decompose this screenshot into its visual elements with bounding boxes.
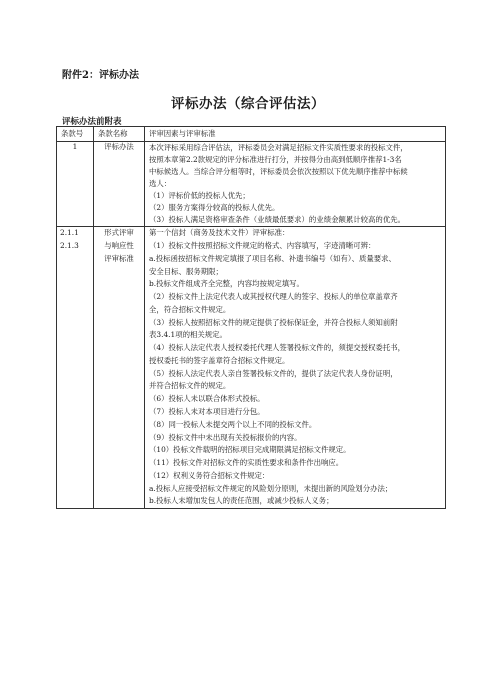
header-clause-no: 条款号 — [57, 127, 94, 142]
criteria-line: b.投标人未增加发包人的责任范围，或减少投标人义务； — [149, 496, 334, 506]
criteria-line: a.投标函按招标文件规定填报了项目名称、补遗书编号（如有）、质量要求、 — [149, 253, 396, 263]
row1-items — [149, 190, 441, 226]
criteria-line: 表3.4.1项的相关规定。 — [149, 330, 227, 340]
clause-name-line: 形式评审 — [104, 228, 134, 238]
table-row — [57, 226, 446, 508]
table-row — [57, 142, 446, 227]
criteria-line: （6）投标人未以联合体形式投标。 — [149, 394, 265, 404]
row2-criteria — [145, 226, 446, 508]
criteria-item: （3）投标人满足资格审查条件（业绩最低要求）的业绩金额累计较高的优先。 — [149, 214, 405, 224]
criteria-item: （2）服务方案得分较高的投标人优先。 — [149, 202, 280, 212]
criteria-line: a.投标人应接受招标文件规定的风险划分原则，未提出新的风险划分办法； — [149, 483, 393, 493]
row2-clause-no — [57, 226, 94, 508]
header-clause-name: 条款名称 — [94, 127, 145, 142]
criteria-line: （11）投标文件对招标文件的实质性要求和条件作出响应。 — [149, 458, 344, 468]
criteria-line: （2）投标文件上法定代表人或其授权代理人的签字、投标人的单位章盖章齐 — [149, 292, 398, 302]
criteria-line: （7）投标人未对本项目进行分包。 — [149, 407, 265, 416]
criteria-line: （1）投标文件按照招标文件规定的格式、内容填写，字迹清晰可辨： — [149, 241, 376, 251]
criteria-line: 中标候选人。当综合评分相等时，评标委员会依次按照以下优先顺序推荐中标候 — [149, 166, 408, 176]
clause-number: 2.1.1 — [60, 228, 79, 238]
row1-intro — [149, 142, 441, 190]
row1-clause-no: 1 — [57, 142, 94, 227]
header-criteria: 评审因素与评审标准 — [145, 127, 446, 142]
criteria-line: 本次评标采用综合评估法，评标委员会对满足招标文件实质性要求的投标文件， — [149, 143, 408, 152]
criteria-line: 安全目标、服务期限； — [149, 266, 223, 276]
clause-name-line: 与响应性 — [104, 241, 134, 251]
table-caption: 评标办法前附表 — [62, 117, 122, 127]
criteria-line: （8）同一投标人未提交两个以上不同的投标文件。 — [149, 419, 317, 429]
criteria-line: 选人： — [149, 178, 172, 188]
clause-number: 2.1.3 — [60, 241, 79, 251]
criteria-line: （10）投标文件载明的招标项目完成期限满足招标文件规定。 — [149, 445, 351, 455]
evaluation-table — [56, 126, 446, 509]
criteria-line: （3）投标人按照招标文件的规定提供了投标保证金，并符合投标人须知前附 — [149, 317, 398, 327]
criteria-line: 按照本章第2.2款规定的评分标准进行打分，并按得分由高到低顺序推荐1-3名 — [149, 154, 402, 164]
row1-clause-name: 评标办法 — [94, 142, 145, 227]
criteria-line: 第一个信封（商务及技术文件）评审标准： — [149, 228, 290, 238]
row1-criteria — [145, 142, 446, 227]
criteria-line: （9）投标文件中未出现有关投标报价的内容。 — [149, 432, 302, 442]
criteria-line: b.投标文件组成齐全完整，内容均按规定填写。 — [149, 279, 304, 289]
criteria-line: 全，符合招标文件规定。 — [149, 304, 231, 314]
criteria-line: （4）投标人法定代表人授权委托代理人签署投标文件的，须提交授权委托书， — [149, 343, 405, 353]
document-title: 评标办法（综合评估法） — [171, 96, 325, 112]
criteria-item: （1）评标价低的投标人优先； — [149, 190, 250, 200]
criteria-line: 授权委托书的签字盖章符合招标文件规定。 — [149, 355, 290, 365]
row2-clause-name — [94, 226, 145, 508]
attachment-label: 附件2：评标办法 — [62, 70, 139, 81]
clause-name-line: 评审标准 — [104, 253, 134, 263]
criteria-line: 并符合招标文件的规定。 — [149, 381, 231, 391]
criteria-line: （12）权利义务符合招标文件规定： — [149, 470, 270, 480]
criteria-line: （5）投标人法定代表人亲自签署投标文件的，提供了法定代表人身份证明， — [149, 368, 398, 378]
table-header-row — [57, 127, 446, 142]
